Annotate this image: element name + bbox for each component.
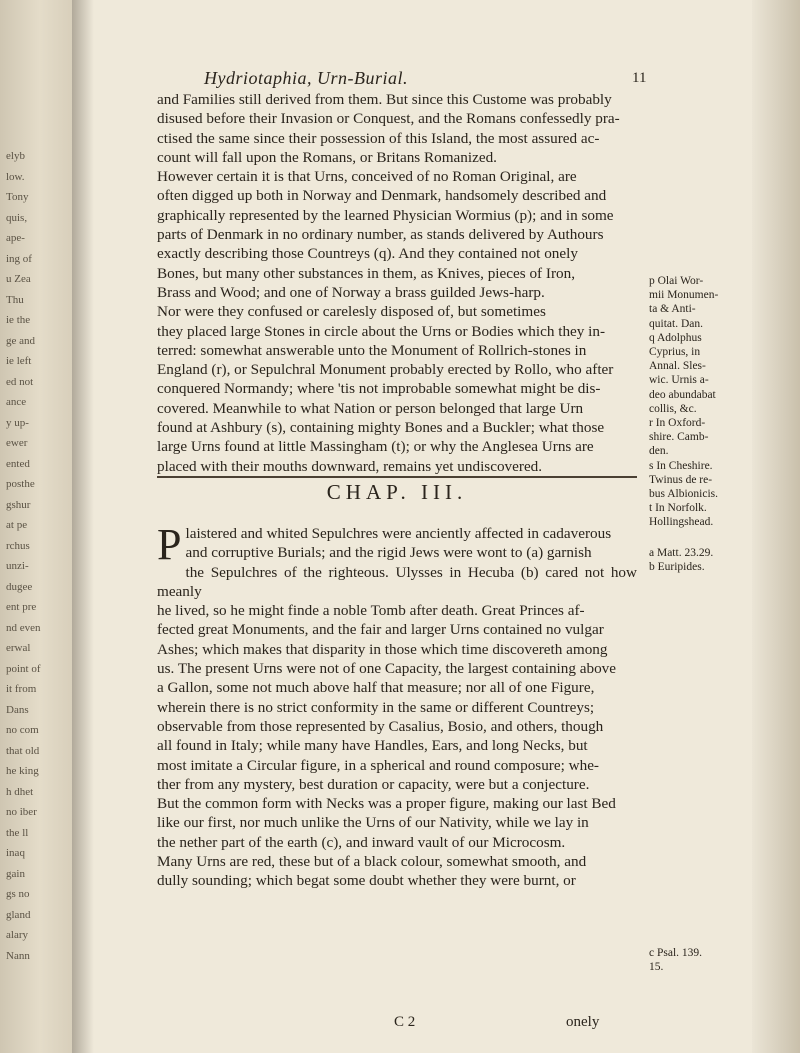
chapter-paragraph-text: laistered and whited Sepulchres were anciently affected in cadaverous and corruptive Burials; and the rigid Jews were wont to (a) garnish the Sepulchres of the righteous. Ulysses in Hecuba (b) cared not how meanly he lived, so he might finde a noble Tomb after death. Great Princes af- fected great Monuments, and the fair and larger Urns contained no vulgar Ashes; which makes that disparity in those which time discovereth among us. The present Urns were not of one Capacity, the largest containing above a Gallon, some not much above half that measure; nor all of one Figure, wherein there is no strict conformity in the same or different Countreys; observable from those represented by Casalius, Bosio, and others, though all found in Italy; while many have Handles, Ears, and long Necks, but most imitate a Circular figure, in a spherical and round composure; whe- ther from any mystery, best duration or capacity, were but a conjecture. But the common form with Necks was a proper figure, making our last Bed like our first, nor much unlike the Urns of our Nativity, while we lay in the nether part of the earth (c), and inward vault of our Microcosm. Many Urns are red, these but of a black colour, somewhat smooth, and dully sounding; which begat some doubt whether they were burnt, or (157, 525, 637, 890)
chapter-paragraph (157, 520, 637, 891)
facing-page-fragment: alary (6, 929, 28, 941)
facing-page-fragment: inaq (6, 847, 25, 859)
facing-page-fragment: that old (6, 744, 40, 757)
facing-page-fragment: Thu (6, 293, 24, 306)
facing-page-fragment: Dans (6, 703, 29, 716)
facing-page-fragment: ewer (6, 437, 28, 449)
facing-page-fragment: posthe (6, 478, 35, 490)
facing-page-fragment: point of (6, 662, 41, 675)
facing-page-fragment: h dhet (6, 785, 34, 798)
facing-page-fragment: elyb (6, 150, 25, 162)
paragraph-continued: and Families still derived from them. But since this Custome was probably disused before their Invasion or Conquest, and the Romans confessedly pra- ctised the same since their possession of this Island, the most assured ac- count will fall upon the Romans, or Britans Romanized. However certain it is that Urns, conceived of no Roman Original, are often digged up both in Norway and Denmark, handsomely described and graphically represented by the learned Physician Wormius (p); and in some parts of Denmark in no ordinary number, as stands delivered by Authours exactly describing those Countreys (q). And they contained not onely Bones, but many other substances in them, as Knives, pieces of Iron, Brass and Wood; and one of Norway a brass guilded Jews-harp. Nor were they confused or carelesly disposed of, but sometimes they placed large Stones in circle about the Urns or Bodies which they in- terred: somewhat answerable unto the Monument of Rollrich-stones in England (r), or Sepulchral Monument probably erected by Rollo, who after conquered Normandy; where 'tis not improbable somewhat might be dis- covered. Meanwhile to what Nation or person belonged that large Urn found at Ashbury (s), containing mighty Bones and a Buckler; what those large Urns found at little Massingham (t); or why the Anglesea Urns are placed with their mouths downward, remains yet undiscovered. (157, 91, 620, 475)
drop-capital: P (157, 520, 182, 569)
facing-page-fragment: ie the (6, 314, 31, 326)
facing-page-fragment: Tony (6, 191, 29, 203)
page-number: 11 (632, 70, 647, 86)
facing-page-fragment: gain (6, 867, 25, 880)
facing-page-fragment: the ll (6, 826, 29, 839)
facing-page-fragment: erwal (6, 642, 31, 654)
marginal-notes-bottom: c Psal. 139. 15. (649, 947, 703, 974)
page-edge-right (752, 0, 800, 1053)
facing-page-fragment: ance (6, 396, 27, 408)
facing-page-fragment: gland (6, 908, 31, 921)
facing-page-fragment: at pe (6, 519, 28, 531)
facing-page-fragment: no com (6, 724, 39, 736)
ornamental-rule (157, 476, 637, 478)
facing-page-fragment: low. (6, 170, 25, 183)
facing-page-fragment: ing of (6, 252, 32, 265)
facing-page-fragment: he king (6, 765, 39, 777)
facing-page-fragment: y up- (6, 416, 29, 429)
facing-page-fragment: dugee (6, 580, 33, 593)
facing-page-fragment: unzi- (6, 560, 29, 572)
facing-page-fragment: gs no (6, 888, 30, 900)
signature-mark: C 2 (394, 1014, 416, 1030)
gutter-shadow (72, 0, 94, 1053)
facing-page-fragment: quis, (6, 211, 28, 224)
catchword: onely (566, 1014, 600, 1030)
facing-page-fragment: ent pre (6, 601, 37, 613)
facing-page-fragment: no iber (6, 806, 37, 818)
facing-page-fragment: rchus (6, 539, 30, 552)
facing-page-fragment: ented (6, 457, 30, 470)
facing-page-fragment: Nann (6, 949, 30, 962)
marginal-notes-top: p Olai Wor- mii Monumen- ta & Anti- quitat. Dan. q Adolphus Cyprius, in Annal. Sles- wic. Urnis a- deo abundabat collis, &c. r In Oxford- shire. Camb- den. s In Cheshire. Twinus de re- bus Albionicis. t In Norfolk. Hollingshead. (649, 275, 719, 529)
book-page (94, 0, 752, 1053)
facing-page-fragment: nd even (6, 621, 41, 634)
facing-page-fragment: gshur (6, 498, 31, 511)
facing-page-fragment: ed not (6, 375, 34, 388)
chapter-heading: CHAP. III. (326, 480, 468, 504)
facing-page-fragment: ape- (6, 232, 25, 244)
facing-page-fragment: ie left (6, 355, 32, 367)
facing-page-fragment: it from (6, 683, 37, 695)
running-title: Hydriotaphia, Urn-Burial. (204, 68, 408, 88)
facing-page-fragment: ge and (6, 334, 36, 347)
facing-page-fragment: u Zea (6, 273, 31, 285)
facing-page-edge (0, 0, 72, 1053)
marginal-notes-middle: a Matt. 23.29. b Euripides. (649, 547, 714, 574)
